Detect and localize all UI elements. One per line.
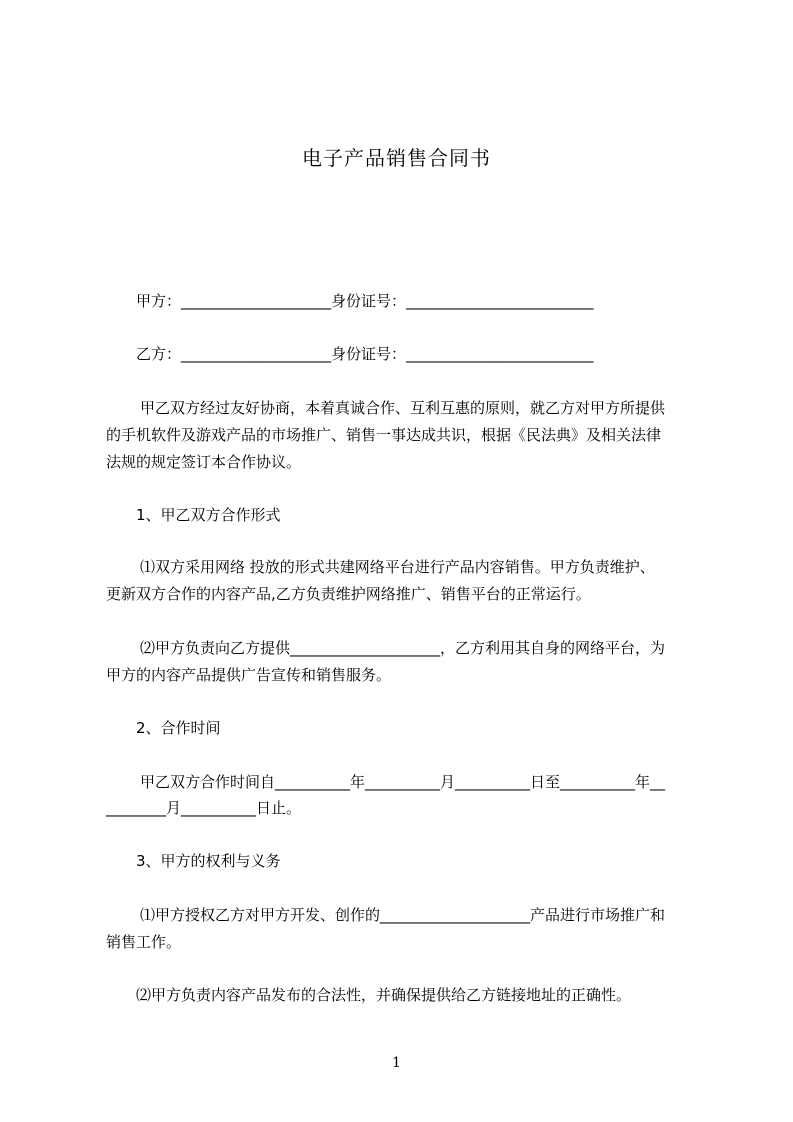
- section-1-item-2-line-1: ⑵甲方负责向乙方提供____________________，乙方利用其自身的网络平台，为: [140, 639, 666, 657]
- section-2-heading: 2、合作时间: [136, 719, 221, 737]
- section-1-heading: 1、甲乙双方合作形式: [136, 506, 281, 524]
- section-2-body-line-2: ________月__________日止。: [106, 799, 302, 817]
- intro-line-2: 的手机软件及游戏产品的市场推广、销售一事达成共识，根据《民法典》及相关法律: [106, 426, 662, 444]
- section-3-item-1-line-1: ⑴甲方授权乙方对甲方开发、创作的____________________产品进行市场推广和: [140, 906, 666, 924]
- section-3-heading: 3、甲方的权利与义务: [136, 852, 281, 870]
- intro-line-3: 法规的规定签订本合作协议。: [106, 453, 302, 471]
- page-number: 1: [392, 1055, 401, 1071]
- party-a-line: 甲方：____________________身份证号：_________________________: [136, 292, 594, 310]
- section-1-item-1-line-1: ⑴双方采用网络 投放的形式共建网络平台进行产品内容销售。甲方负责维护、: [140, 558, 655, 576]
- section-1-item-2-line-2: 甲方的内容产品提供广告宣传和销售服务。: [106, 666, 392, 684]
- intro-line-1: 甲乙双方经过友好协商，本着真诚合作、互利互惠的原则，就乙方对甲方所提供: [140, 399, 666, 417]
- document-title: 电子产品销售合同书: [302, 146, 491, 170]
- section-1-item-1-line-2: 更新双方合作的内容产品,乙方负责维护网络推广、销售平台的正常运行。: [106, 585, 591, 603]
- section-3-item-2-line-1: ⑵甲方负责内容产品发布的合法性，并确保提供给乙方链接地址的正确性。: [136, 986, 632, 1004]
- section-3-item-1-line-2: 销售工作。: [106, 933, 182, 951]
- section-2-body-line-1: 甲乙双方合作时间自__________年__________月__________日至__________年__: [140, 773, 666, 791]
- party-b-line: 乙方：____________________身份证号：_________________________: [136, 345, 594, 363]
